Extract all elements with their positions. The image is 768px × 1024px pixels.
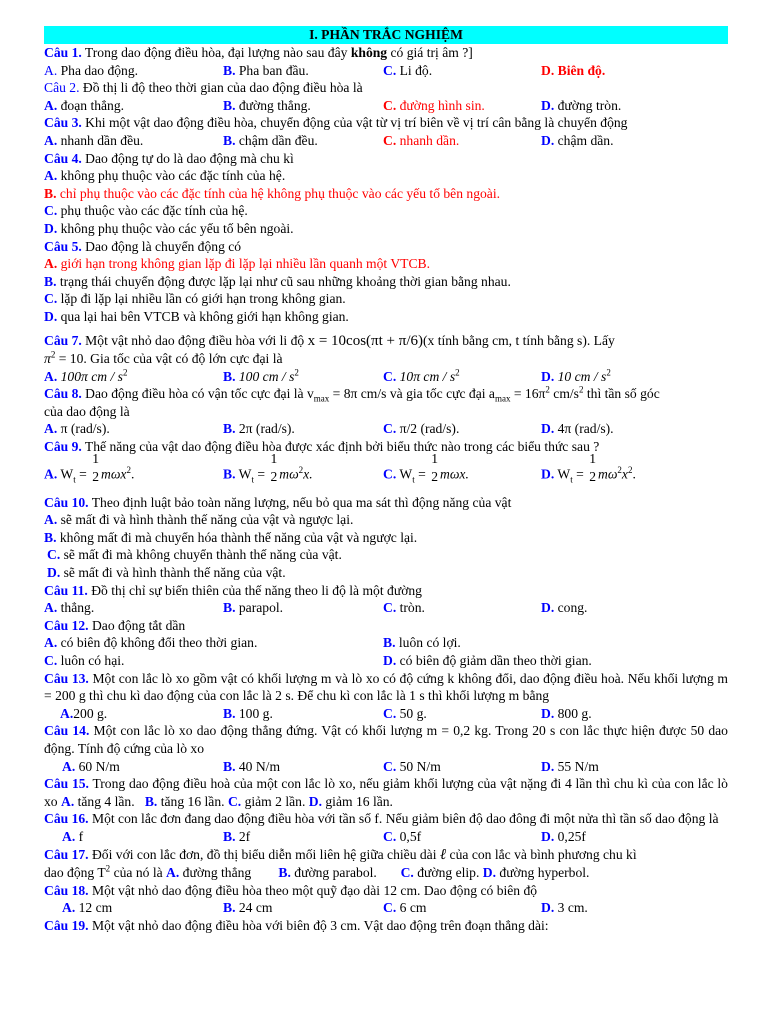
question-10: Câu 10. Theo định luật bảo toàn năng lượng, nếu bỏ qua ma sát thì động năng của vật [44, 494, 512, 510]
q14-option-b[interactable]: B. 40 N/m [223, 758, 281, 774]
question-8: Câu 8. Dao động điều hòa có vận tốc cực đại là $v_{max} = 8\pi$ cm/s và gia tốc cực đại $a_{max} = 16\pi^2$ $cm/s^2$ thì tần số góc [44, 384, 660, 404]
q12-option-a[interactable]: A. có biên độ không đổi theo thời gian. [44, 635, 258, 651]
q7-option-c[interactable]: C. 10π cm / $s^2$ [383, 367, 460, 384]
q5-option-b[interactable]: B. trạng thái chuyển động được lặp lại như cũ sau những khoảng thời gian bằng nhau. [44, 273, 511, 289]
q16-option-a[interactable]: A. f [62, 828, 84, 844]
q9-option-c[interactable]: C. $W_t = 1$ 2 mωx. [383, 451, 469, 485]
q11-options [44, 599, 728, 617]
q8-option-a[interactable]: A. π (rad/s). [44, 421, 110, 437]
q5-option-a[interactable]: A. giới hạn trong không gian lặp đi lặp lại nhiều lần quanh một VTCB. [44, 256, 431, 272]
q4-option-d[interactable]: D. không phụ thuộc vào các yếu tố bên ngoài. [44, 220, 294, 236]
q15-option-d[interactable]: D. giảm 16 lần. [308, 793, 393, 809]
q15-option-c[interactable]: C. giảm 2 lần. [227, 793, 306, 809]
q14-option-a[interactable]: A. 60 N/m [62, 758, 120, 774]
q3-option-c[interactable]: C. nhanh dần. [383, 132, 460, 148]
question-14: Câu 14. Một con lắc lò xo dao động thẳng đứng. Vật có khối lượng m = 0,2 kg. Trong 20 s con lắc thực hiện được 50 dao động. Tính độ cứng của lò xo [44, 723, 728, 756]
question-1: Câu 1. Trong dao động điều hòa, đại lượng nào sau đây không có giá trị âm ?] [44, 45, 473, 60]
q9-option-a[interactable]: A. $W_t = 1$ 2 mωx$^2$. [44, 451, 135, 485]
question-12: Câu 12. Dao động tắt dần [44, 617, 186, 633]
q7-line2: $\pi^2 = 10$. Gia tốc của vật có độ lớn cực đại là [44, 349, 283, 367]
q11-option-b[interactable]: B. parapol. [223, 600, 284, 616]
q12-options-ab [44, 634, 728, 652]
q9-option-d[interactable]: D. $W_t = 1$ 2 $m\omega^2x^2$. [541, 451, 636, 485]
q13-option-b[interactable]: B. 100 g. [223, 705, 273, 721]
q12-option-c[interactable]: C. luôn có hại. [44, 653, 125, 668]
q1-options [44, 62, 728, 80]
q3-options [44, 132, 728, 150]
q16-options [44, 828, 728, 846]
q15-option-b[interactable]: B. tăng 16 lần. [144, 793, 225, 809]
q16-option-b[interactable]: B. 2f [223, 828, 251, 844]
q1-option-b[interactable]: B. Pha ban đầu. [223, 62, 309, 78]
q2-option-d[interactable]: D. đường tròn. [541, 97, 622, 113]
question-2: Câu 2. Đồ thị li độ theo thời gian của dao động điều hòa là [44, 80, 363, 96]
q8-option-d[interactable]: D. 4π (rad/s). [541, 421, 614, 437]
q2-option-a[interactable]: A. đoạn thẳng. [44, 97, 125, 113]
q3-option-d[interactable]: D. chậm dần. [541, 132, 614, 148]
q3-option-a[interactable]: A. nhanh dần đều. [44, 132, 144, 148]
q17-line2: dao động $T^2$ của nó là A. đường thẳng B. đường parabol. C. đường elip. D. đường hyperbol. [44, 863, 590, 881]
q7-option-d[interactable]: D. 10 cm / $s^2$ [541, 367, 611, 384]
q8-option-c[interactable]: C. π/2 (rad/s). [383, 421, 460, 437]
q12-options-cd [44, 652, 728, 670]
q1-option-a[interactable]: A. Pha dao động. [44, 62, 139, 78]
q17-option-a[interactable]: A. đường thẳng [166, 865, 252, 881]
question-15: Câu 15. Trong dao động điều hoà của một con lắc lò xo, nếu giảm khối lượng của vật nặng đi 4 lần thì chu kì của con lắc lò xo A. tăng 4 lần. B. tăng 16 lần. C. giảm 2 lần. D. giảm 16 lần. [44, 776, 728, 809]
question-19: Câu 19. Một vật nhỏ dao động điều hòa với biên độ 3 cm. Vật dao động trên đoạn thẳng dài: [44, 917, 549, 933]
q7-formula: x = 10cos(πt + π/6) [307, 332, 423, 349]
q2-options [44, 97, 728, 115]
q16-option-d[interactable]: D. 0,25f [541, 828, 586, 844]
q17-option-d[interactable]: D. đường hyperbol. [482, 865, 590, 881]
q7-option-a[interactable]: A. 100π cm / $s^2$ [44, 367, 128, 384]
q4-option-a[interactable]: A. không phụ thuộc vào các đặc tính của hệ. [44, 168, 286, 184]
q18-option-c[interactable]: C. 6 cm [383, 900, 427, 916]
q8-line2: của dao động là [44, 403, 130, 419]
q3-option-b[interactable]: B. chậm dần đều. [223, 132, 318, 148]
q9-options [44, 451, 728, 494]
q11-option-c[interactable]: C. tròn. [383, 600, 425, 616]
section-title: I. PHẦN TRẮC NGHIỆM [44, 26, 728, 44]
q12-option-b[interactable]: B. luôn có lợi. [383, 635, 461, 651]
q18-options [44, 899, 728, 917]
q18-option-a[interactable]: A. 12 cm [62, 900, 113, 916]
question-17: Câu 17. Đối với con lắc đơn, đồ thị biểu diễn mối liên hệ giữa chiều dài ℓ của con lắc và bình phương chu kì [44, 846, 637, 863]
q9-option-b[interactable]: B. $W_t = 1$ 2 $m\omega^2x$. [223, 451, 313, 485]
q18-option-d[interactable]: D. 3 cm. [541, 900, 588, 916]
q13-option-d[interactable]: D. 800 g. [541, 705, 592, 721]
q5-option-c[interactable]: C. lặp đi lặp lại nhiều lần có giới hạn trong không gian. [44, 291, 346, 307]
question-7: Câu 7. Một vật nhỏ dao động điều hòa với li độ x = 10cos(πt + π/6)(x tính bằng cm, t tính bằng s). Lấy [44, 332, 615, 349]
q4-option-c[interactable]: C. phụ thuộc vào các đặc tính của hệ. [44, 203, 248, 219]
q4-option-b[interactable]: B. chỉ phụ thuộc vào các đặc tính của hệ không phụ thuộc vào các yếu tố bên ngoài. [44, 185, 501, 201]
q17-option-c[interactable]: C. đường elip. [400, 865, 480, 881]
q15-option-a[interactable]: A. tăng 4 lần. [61, 793, 135, 809]
q5-option-d[interactable]: D. qua lại hai bên VTCB và không giới hạn không gian. [44, 308, 349, 324]
q16-option-c[interactable]: C. 0,5f [383, 828, 422, 844]
q12-option-d[interactable]: D. có biên độ giảm dần theo thời gian. [383, 653, 592, 668]
q14-option-c[interactable]: C. 50 N/m [383, 758, 441, 774]
q18-option-b[interactable]: B. 24 cm [223, 900, 273, 916]
question-5: Câu 5. Dao động là chuyển động có [44, 238, 242, 254]
q14-options [44, 758, 728, 776]
q2-option-b[interactable]: B. đường thẳng. [223, 97, 311, 113]
question-9: Câu 9. Thế năng của vật dao động điều hòa được xác định bởi biểu thức nào trong các biểu thức sau ? [44, 439, 600, 455]
q13-options [44, 705, 728, 723]
q13-option-c[interactable]: C. 50 g. [383, 705, 427, 721]
question-13: Câu 13. Một con lắc lò xo gồm vật có khối lượng m và lò xo có độ cứng k không đổi, dao động điều hoà. Nếu khối lượng m = 200 g thì chu kì dao động của con lắc là 2 s. Để chu kì con lắc là 1 s thì khối lượng m bằng [44, 670, 728, 704]
q10-option-c[interactable]: C. sẽ mất đi mà không chuyển thành thế năng của vật. [47, 547, 342, 563]
question-4: Câu 4. Dao động tự do là dao động mà chu kì [44, 150, 294, 166]
q10-option-b[interactable]: B. không mất đi mà chuyển hóa thành thế năng của vật và ngược lại. [44, 529, 418, 545]
q11-option-d[interactable]: D. cong. [541, 600, 588, 616]
question-16: Câu 16. Một con lắc đơn đang dao động điều hòa với tần số f. Nếu giảm biên độ dao đông đi một nửa thì tần số dao động là [44, 811, 719, 827]
q7-options [44, 368, 728, 386]
q8-options [44, 420, 728, 438]
question-18: Câu 18. Một vật nhỏ dao động điều hòa theo một quỹ đạo dài 12 cm. Dao động có biên độ [44, 882, 538, 898]
q11-option-a[interactable]: A. thẳng. [44, 600, 95, 616]
question-11: Câu 11. Đồ thị chỉ sự biến thiên của thế năng theo li độ là một đường [44, 582, 422, 598]
q8-option-b[interactable]: B. 2π (rad/s). [223, 421, 295, 437]
q10-option-a[interactable]: A. sẽ mất đi và hình thành thế năng của vật và ngược lại. [44, 512, 354, 528]
q1-option-d[interactable]: D. Biên độ. [541, 62, 606, 78]
q1-option-c[interactable]: C. Li độ. [383, 62, 433, 78]
q14-option-d[interactable]: D. 55 N/m [541, 758, 599, 774]
q2-option-c[interactable]: C. đường hình sin. [383, 97, 485, 113]
q10-option-d[interactable]: D. sẽ mất đi và hình thành thế năng của vật. [47, 565, 286, 581]
worksheet [44, 0, 728, 935]
q7-option-b[interactable]: B. 100 cm / $s^2$ [223, 367, 299, 384]
q17-option-b[interactable]: B. đường parabol. [278, 865, 377, 881]
q13-option-a[interactable]: A.200 g. [60, 705, 108, 721]
question-3: Câu 3. Khi một vật dao động điều hòa, chuyển động của vật từ vị trí biên về vị trí cân bằng là chuyển động [44, 115, 628, 131]
